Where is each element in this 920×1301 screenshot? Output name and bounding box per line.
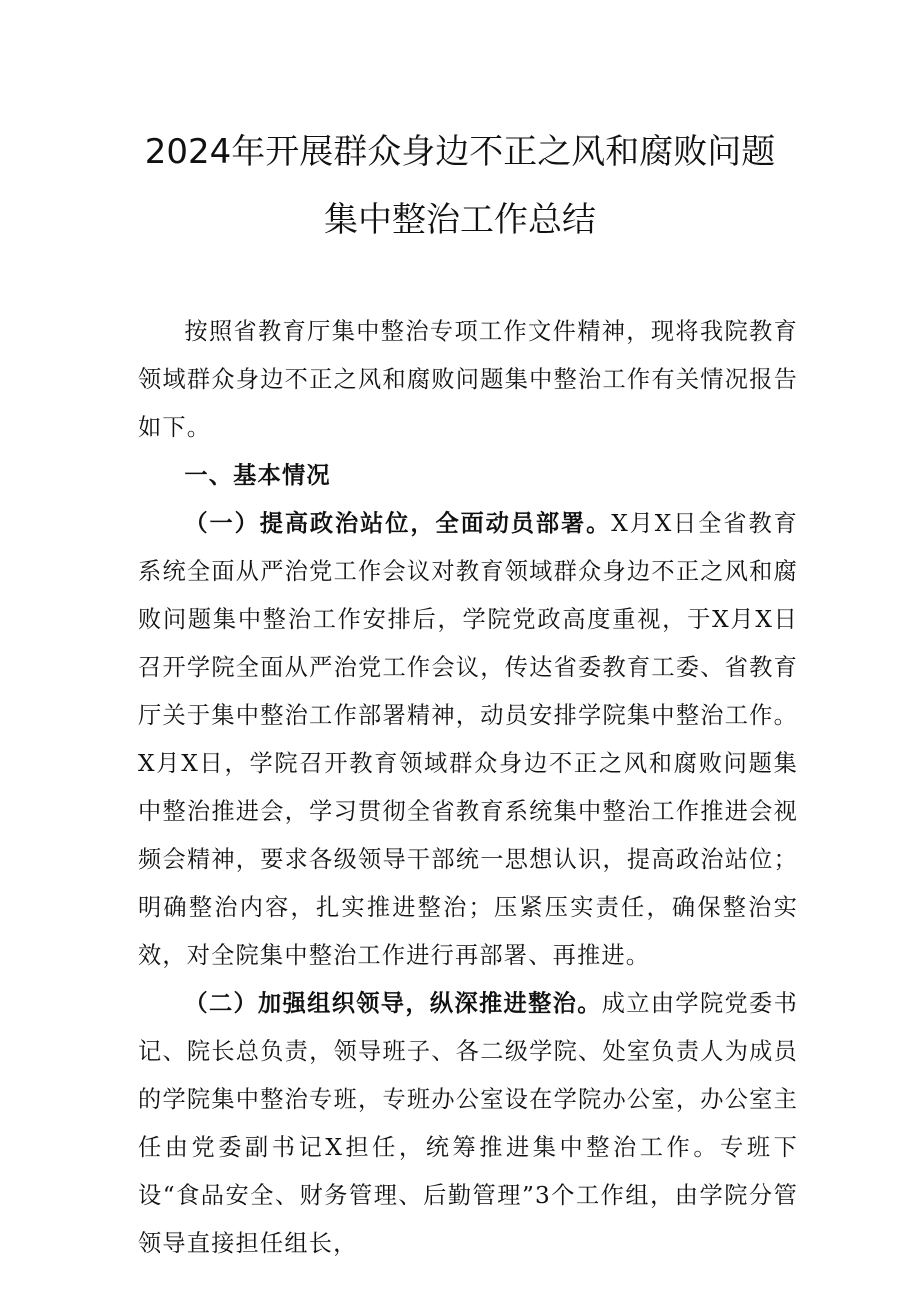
- document-body: [138, 308, 798, 1268]
- document-title-line-2: 集中整治工作总结: [324, 200, 596, 240]
- subsection-1-text: X月X日全省教育系统全面从严治党工作会议对教育领域群众身边不正之风和腐败问题集中整治工作安排后，学院党政高度重视，于X月X日召开学院全面从严治党工作会议，传达省委教育工委、省教育厅关于集中整治工作部署精神，动员安排学院集中整治工作。X月X日，学院召开教育领域群众身边不正之风和腐败问题集中整治推进会，学习贯彻全省教育系统集中整治工作推进会视频会精神，要求各级领导干部统一思想认识，提高政治站位；明确整治内容，扎实推进整治；压紧压实责任，确保整治实效，对全院集中整治工作进行再部署、再推进。: [138, 510, 798, 969]
- subsection-1-paragraph: [138, 500, 798, 980]
- subsection-2-text: 成立由学院党委书记、院长总负责，领导班子、各二级学院、处室负责人为成员的学院集中整治专班，专班办公室设在学院办公室，办公室主任由党委副书记X担任，统筹推进集中整治工作。专班下设“食品安全、财务管理、后勤管理”3个工作组，由学院分管领导直接担任组长，: [138, 990, 798, 1257]
- subsection-2-lead: （二）加强组织领导，纵深推进整治。: [184, 990, 602, 1017]
- document-title-line-1: 2024年开展群众身边不正之风和腐败问题: [144, 132, 776, 172]
- section-heading-basic-situation: 一、基本情况: [184, 462, 331, 489]
- subsection-2-paragraph: [138, 980, 798, 1268]
- subsection-1-lead: （一）提高政治站位，全面动员部署。: [184, 510, 612, 537]
- intro-paragraph: 按照省教育厅集中整治专项工作文件精神，现将我院教育领域群众身边不正之风和腐败问题集中整治工作有关情况报告如下。: [138, 318, 798, 441]
